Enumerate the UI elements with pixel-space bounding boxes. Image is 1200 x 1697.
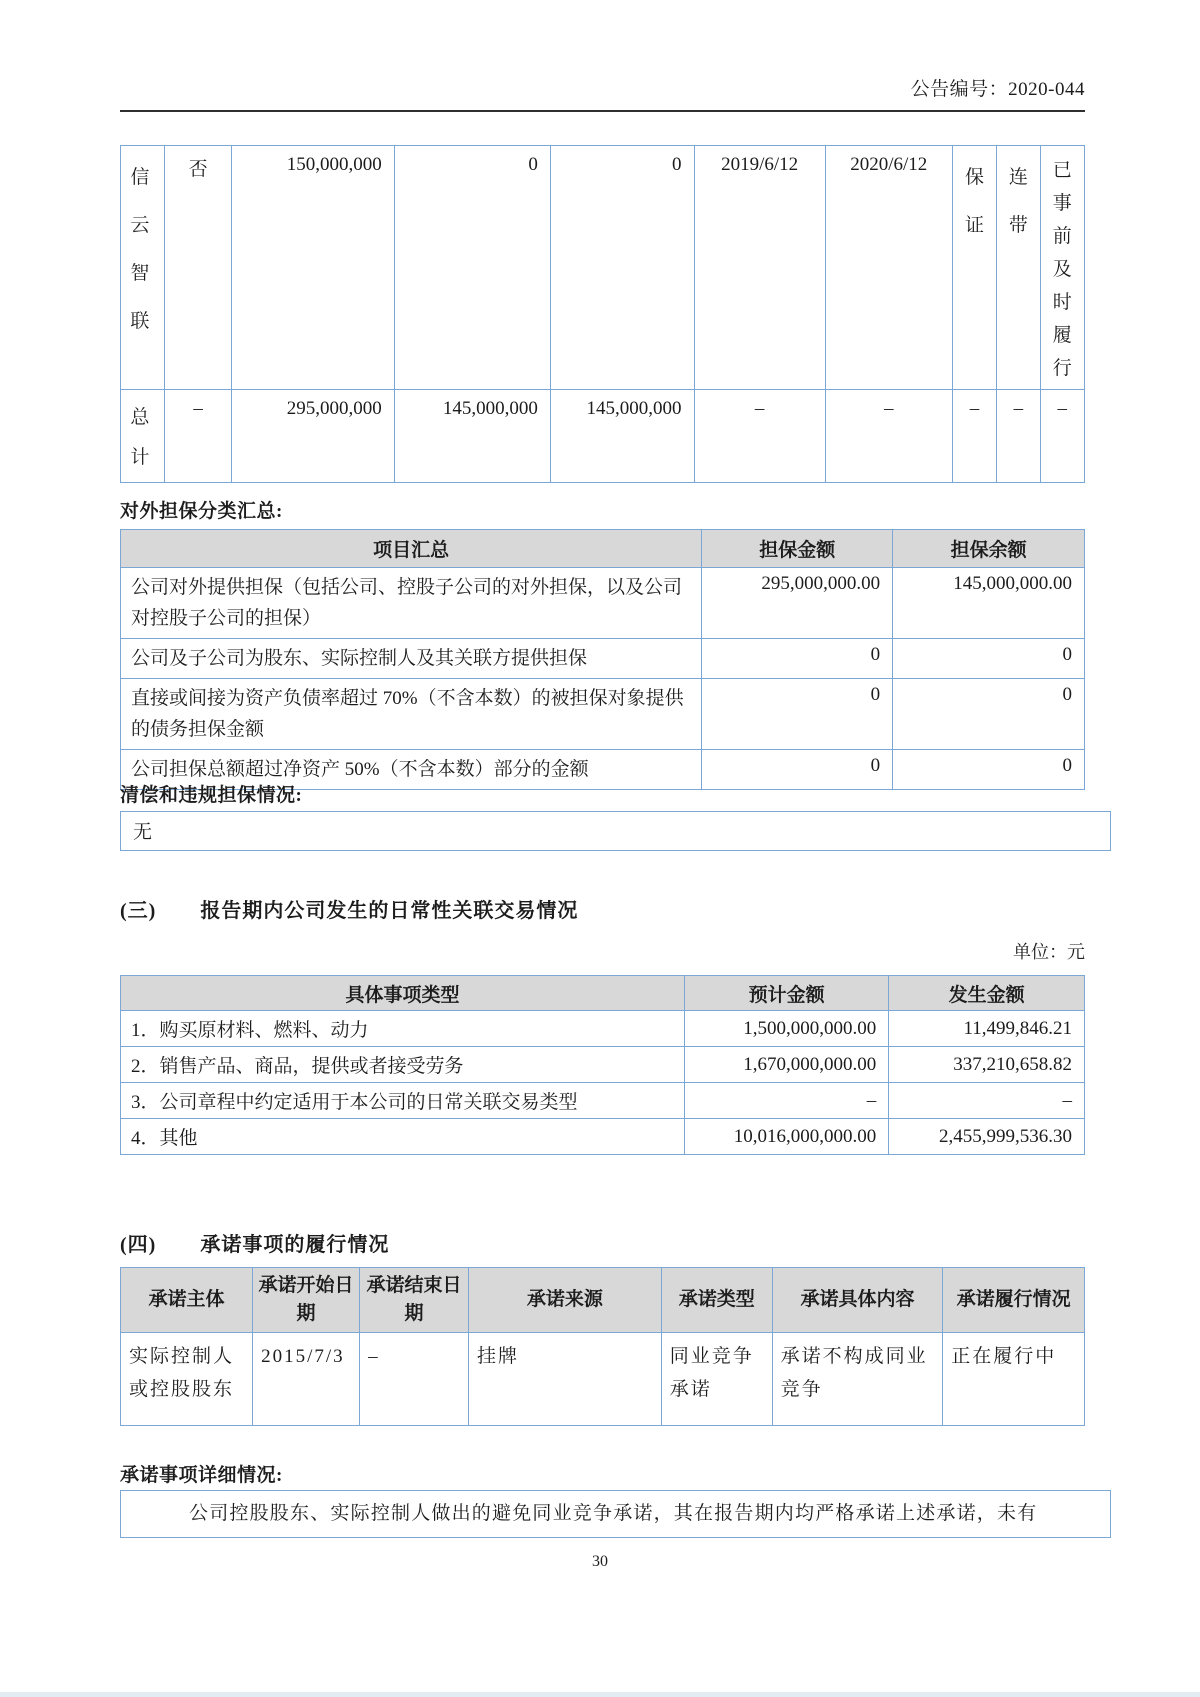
guarantee-type-cell: 保证 — [952, 146, 996, 390]
tx-actual-cell: 2,455,999,536.30 — [889, 1119, 1085, 1155]
guarantee-mode-cell: 连带 — [997, 146, 1040, 390]
commit-end-cell: – — [360, 1333, 469, 1426]
commitment-table — [120, 1267, 1085, 1426]
commit-header-subject: 承诺主体 — [121, 1268, 253, 1333]
bottom-edge-strip — [0, 1692, 1200, 1697]
commit-header-start: 承诺开始日期 — [253, 1268, 360, 1333]
table-row — [121, 1119, 1085, 1155]
settlement-content: 无 — [133, 822, 153, 843]
total-start-cell: – — [694, 390, 825, 483]
commit-source-cell: 挂牌 — [468, 1333, 661, 1426]
total-type-cell: – — [952, 390, 996, 483]
summary-header-amount: 担保金额 — [702, 530, 893, 568]
tx-item-cell: 4．其他 — [121, 1119, 685, 1155]
commit-header-end: 承诺结束日期 — [360, 1268, 469, 1333]
summary-amount-cell: 0 — [702, 679, 893, 750]
table-row — [121, 1011, 1085, 1047]
guarantee-col4-cell: 0 — [394, 146, 550, 390]
commitment-heading — [120, 1228, 1085, 1257]
guarantee-col5-cell: 0 — [550, 146, 694, 390]
guarantee-status-cell: 已事前及时履行 — [1040, 146, 1084, 390]
unit-label: 单位：元 — [1013, 942, 1085, 962]
table-row — [121, 1047, 1085, 1083]
total-col4-cell: 145,000,000 — [394, 390, 550, 483]
total-col5-cell: 145,000,000 — [550, 390, 694, 483]
commitment-table-wrapper — [120, 1267, 1085, 1426]
tx-estimated-cell: – — [684, 1083, 888, 1119]
guarantee-start-date-cell: 2019/6/12 — [694, 146, 825, 390]
summary-amount-cell: 295,000,000.00 — [702, 568, 893, 639]
total-mode-cell: – — [997, 390, 1040, 483]
guarantee-amount-cell: 150,000,000 — [231, 146, 394, 390]
related-tx-heading — [120, 894, 1085, 923]
table-header-row — [121, 976, 1085, 1011]
tx-estimated-cell: 1,670,000,000.00 — [684, 1047, 888, 1083]
counter-guarantee-cell: 否 — [165, 146, 232, 390]
heading-numbering: (三) — [120, 900, 157, 922]
commitment-detail-box — [120, 1490, 1111, 1538]
tx-estimated-cell: 1,500,000,000.00 — [684, 1011, 888, 1047]
commit-header-source: 承诺来源 — [468, 1268, 661, 1333]
commit-header-type: 承诺类型 — [661, 1268, 772, 1333]
page-number: 30 — [592, 1553, 608, 1570]
summary-balance-cell: 0 — [893, 750, 1085, 790]
table-row-total — [121, 390, 1085, 483]
tx-item-cell: 1．购买原材料、燃料、动力 — [121, 1011, 685, 1047]
table-header-row — [121, 1268, 1085, 1333]
commit-type-cell: 同业竞争承诺 — [661, 1333, 772, 1426]
tx-actual-cell: – — [889, 1083, 1085, 1119]
guarantee-table — [120, 145, 1085, 483]
total-label-cell: 总计 — [121, 390, 165, 483]
summary-item-cell: 公司及子公司为股东、实际控制人及其关联方提供担保 — [121, 639, 702, 679]
commit-status-cell: 正在履行中 — [943, 1333, 1085, 1426]
summary-table — [120, 529, 1085, 790]
table-row — [121, 679, 1085, 750]
summary-balance-cell: 0 — [893, 679, 1085, 750]
table-row — [121, 568, 1085, 639]
commit-header-status: 承诺履行情况 — [943, 1268, 1085, 1333]
commit-header-content: 承诺具体内容 — [772, 1268, 943, 1333]
commit-subject-cell: 实际控制人或控股股东 — [121, 1333, 253, 1426]
commit-start-cell: 2015/7/3 — [253, 1333, 360, 1426]
commitment-detail-content: 公司控股股东、实际控制人做出的避免同业竞争承诺，其在报告期内均严格承诺上述承诺，未有 — [189, 1503, 1038, 1524]
guarantee-end-date-cell: 2020/6/12 — [825, 146, 952, 390]
tx-item-cell: 2．销售产品、商品，提供或者接受劳务 — [121, 1047, 685, 1083]
summary-amount-cell: 0 — [702, 639, 893, 679]
summary-item-cell: 公司对外提供担保（包括公司、控股子公司的对外担保，以及公司对控股子公司的担保） — [121, 568, 702, 639]
total-amount-cell: 295,000,000 — [231, 390, 394, 483]
summary-header-item: 项目汇总 — [121, 530, 702, 568]
summary-balance-cell: 145,000,000.00 — [893, 568, 1085, 639]
tx-header-estimated: 预计金额 — [684, 976, 888, 1011]
settlement-content-box — [120, 811, 1111, 851]
settlement-section-title: 清偿和违规担保情况: — [120, 785, 303, 806]
summary-table-wrapper — [120, 529, 1085, 790]
heading-title: 承诺事项的履行情况 — [200, 1234, 390, 1256]
announcement-number: 公告编号：2020-044 — [120, 74, 1085, 112]
table-header-row — [121, 530, 1085, 568]
guarantee-table-wrapper — [120, 145, 1085, 483]
total-status-cell: – — [1040, 390, 1084, 483]
table-row — [121, 1333, 1085, 1426]
related-tx-table-wrapper — [120, 975, 1085, 1155]
guarantee-entity-cell: 信云智联 — [121, 146, 165, 390]
tx-estimated-cell: 10,016,000,000.00 — [684, 1119, 888, 1155]
total-end-cell: – — [825, 390, 952, 483]
total-counter-cell: – — [165, 390, 232, 483]
tx-actual-cell: 11,499,846.21 — [889, 1011, 1085, 1047]
summary-header-balance: 担保余额 — [893, 530, 1085, 568]
summary-item-cell: 公司担保总额超过净资产 50%（不含本数）部分的金额 — [121, 750, 702, 790]
related-tx-table — [120, 975, 1085, 1155]
tx-header-actual: 发生金额 — [889, 976, 1085, 1011]
heading-title: 报告期内公司发生的日常性关联交易情况 — [200, 900, 579, 922]
table-row — [121, 639, 1085, 679]
summary-item-cell: 直接或间接为资产负债率超过 70%（不含本数）的被担保对象提供的债务担保金额 — [121, 679, 702, 750]
summary-amount-cell: 0 — [702, 750, 893, 790]
table-row — [121, 1083, 1085, 1119]
heading-numbering: (四) — [120, 1234, 157, 1256]
summary-balance-cell: 0 — [893, 639, 1085, 679]
commit-content-cell: 承诺不构成同业竞争 — [772, 1333, 943, 1426]
tx-actual-cell: 337,210,658.82 — [889, 1047, 1085, 1083]
commitment-detail-title: 承诺事项详细情况: — [120, 1465, 283, 1486]
tx-header-item: 具体事项类型 — [121, 976, 685, 1011]
tx-item-cell: 3．公司章程中约定适用于本公司的日常关联交易类型 — [121, 1083, 685, 1119]
summary-section-title: 对外担保分类汇总: — [120, 501, 283, 522]
table-row — [121, 146, 1085, 390]
